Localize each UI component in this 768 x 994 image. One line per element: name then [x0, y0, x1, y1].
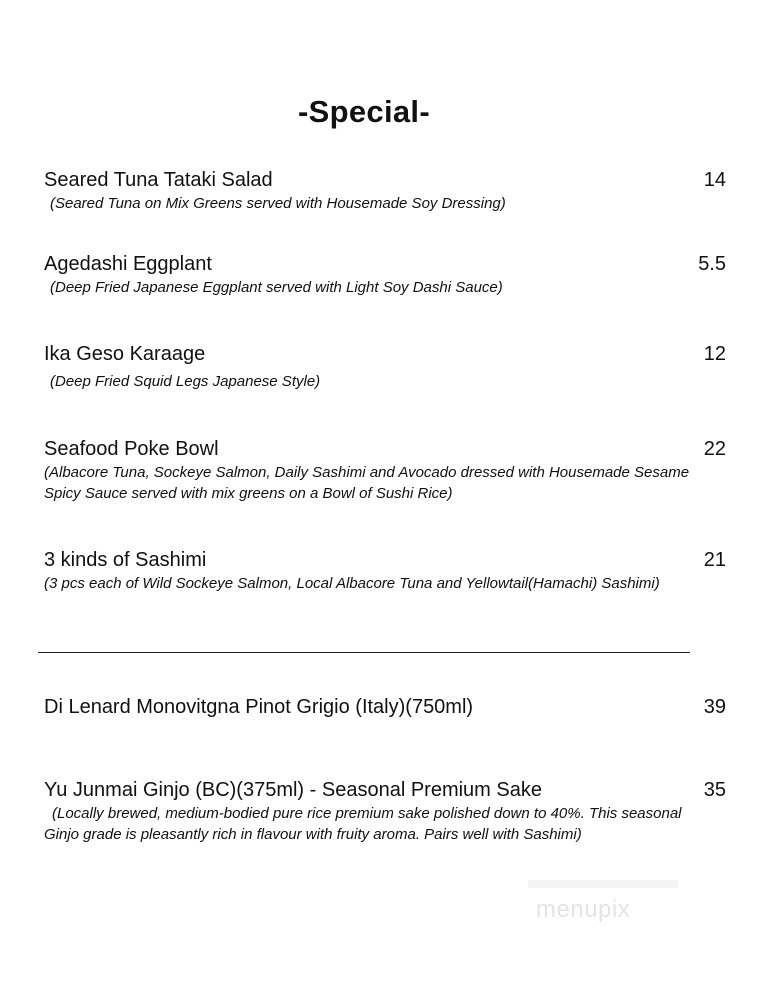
menu-title: -Special-	[298, 94, 430, 129]
item-price: 22	[703, 438, 726, 460]
item-description: (Seared Tuna on Mix Greens served with Housemade Soy Dressing)	[50, 195, 506, 212]
item-name: Ika Geso Karaage	[44, 343, 206, 365]
watermark-logo: menupix	[536, 896, 631, 923]
item-price: 35	[703, 779, 726, 801]
menu-item-pinot-grigio	[44, 694, 726, 720]
item-description: (Deep Fried Japanese Eggplant served with Light Soy Dashi Sauce)	[50, 279, 503, 296]
item-description: (Locally brewed, medium-bodied pure rice premium sake polished down to 40%. This seasonal Ginjo grade is pleasantly rich in flavour with fruity aroma. Pairs well with Sashimi)	[44, 805, 682, 843]
item-description: (3 pcs each of Wild Sockeye Salmon, Local Albacore Tuna and Yellowtail(Hamachi) Sashimi)	[44, 575, 660, 592]
item-name: Yu Junmai Ginjo (BC)(375ml) - Seasonal Premium Sake	[44, 779, 542, 801]
item-description: (Albacore Tuna, Sockeye Salmon, Daily Sashimi and Avocado dressed with Housemade Sesame Spicy Sauce served with mix greens on a Bowl of Sushi Rice)	[44, 464, 690, 502]
item-name: Di Lenard Monovitgna Pinot Grigio (Italy)(750ml)	[44, 696, 474, 718]
menu-item-3-kinds-of-sashimi	[44, 547, 726, 594]
menu-item-seared-tuna-tataki-salad	[44, 167, 726, 214]
item-name: Agedashi Eggplant	[44, 253, 212, 275]
menu-item-agedashi-eggplant	[44, 251, 726, 298]
item-description: (Deep Fried Squid Legs Japanese Style)	[50, 373, 321, 390]
watermark-bar	[528, 880, 678, 888]
item-price: 39	[703, 696, 726, 718]
item-price: 12	[703, 343, 726, 365]
item-name: Seared Tuna Tataki Salad	[44, 169, 273, 191]
item-price: 5.5	[698, 253, 726, 275]
item-name: Seafood Poke Bowl	[44, 438, 219, 460]
menu-item-seafood-poke-bowl	[44, 436, 726, 504]
menu-item-ika-geso-karaage	[44, 341, 726, 392]
menu-item-yu-junmai-ginjo-sake	[44, 777, 726, 845]
section-divider	[38, 652, 690, 653]
item-name: 3 kinds of Sashimi	[44, 549, 207, 571]
item-price: 14	[703, 169, 726, 191]
item-price: 21	[703, 549, 726, 571]
